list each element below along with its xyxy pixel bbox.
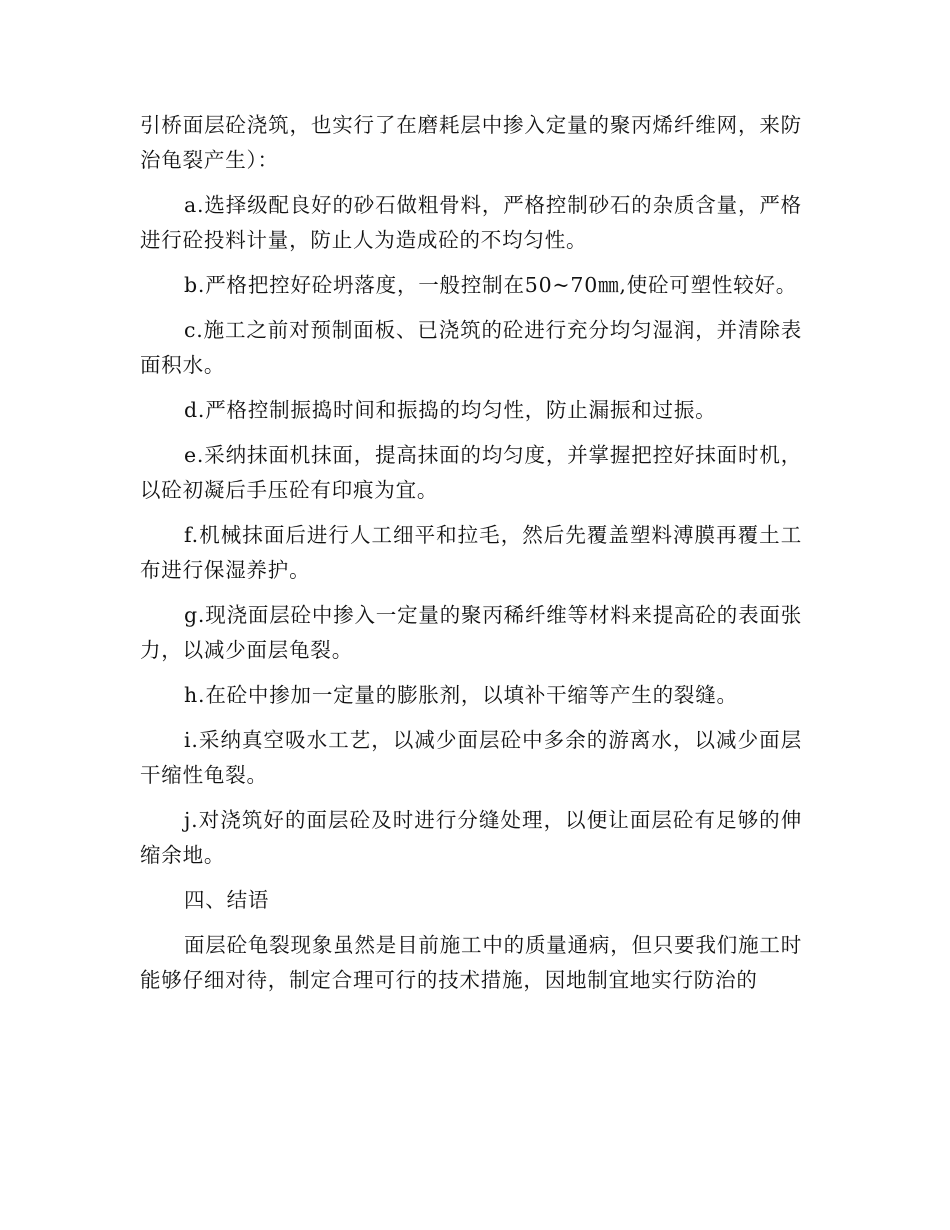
paragraph-item-j: j.对浇筑好的面层砼及时进行分缝处理，以便让面层砼有足够的伸缩余地。 (140, 808, 802, 867)
paragraph-conclusion: 面层砼龟裂现象虽然是目前施工中的质量通病，但只要我们施工时能够仔细对待，制定合理可行的技术措施，因地制宜地实行防治的 (140, 933, 802, 992)
paragraph-item-f: f.机械抹面后进行人工细平和拉毛，然后先覆盖塑料溥膜再覆土工布进行保湿养护。 (140, 523, 802, 582)
paragraph-intro-continuation: 引桥面层砼浇筑，也实行了在磨耗层中掺入定量的聚丙烯纤维网，来防治龟裂产生）： (140, 113, 802, 172)
paragraph-item-e: e.采纳抹面机抹面，提高抹面的均匀度，并掌握把控好抹面时机，以砼初凝后手压砼有印痕为宜。 (140, 443, 802, 502)
section-heading-conclusion: 四、结语 (184, 888, 270, 912)
paragraph-item-b: b.严格把控好砼坍落度，一般控制在50~70㎜,使砼可塑性较好。 (184, 273, 798, 297)
paragraph-item-h: h.在砼中掺加一定量的膨胀剂，以填补干缩等产生的裂缝。 (184, 683, 738, 707)
paragraph-item-g: g.现浇面层砼中掺入一定量的聚丙稀纤维等材料来提高砼的表面张力，以减少面层龟裂。 (140, 603, 802, 662)
paragraph-item-d: d.严格控制振捣时间和振捣的均匀性，防止漏振和过振。 (184, 398, 717, 422)
paragraph-item-a: a.选择级配良好的砂石做粗骨料，严格控制砂石的杂质含量，严格进行砼投料计量，防止人为造成砼的不均匀性。 (140, 193, 802, 252)
document-body (140, 108, 802, 1008)
paragraph-item-i: i.采纳真空吸水工艺，以减少面层砼中多余的游离水，以减少面层干缩性龟裂。 (140, 728, 802, 787)
paragraph-item-c: c.施工之前对预制面板、已浇筑的砼进行充分均匀湿润，并清除表面积水。 (140, 318, 802, 377)
